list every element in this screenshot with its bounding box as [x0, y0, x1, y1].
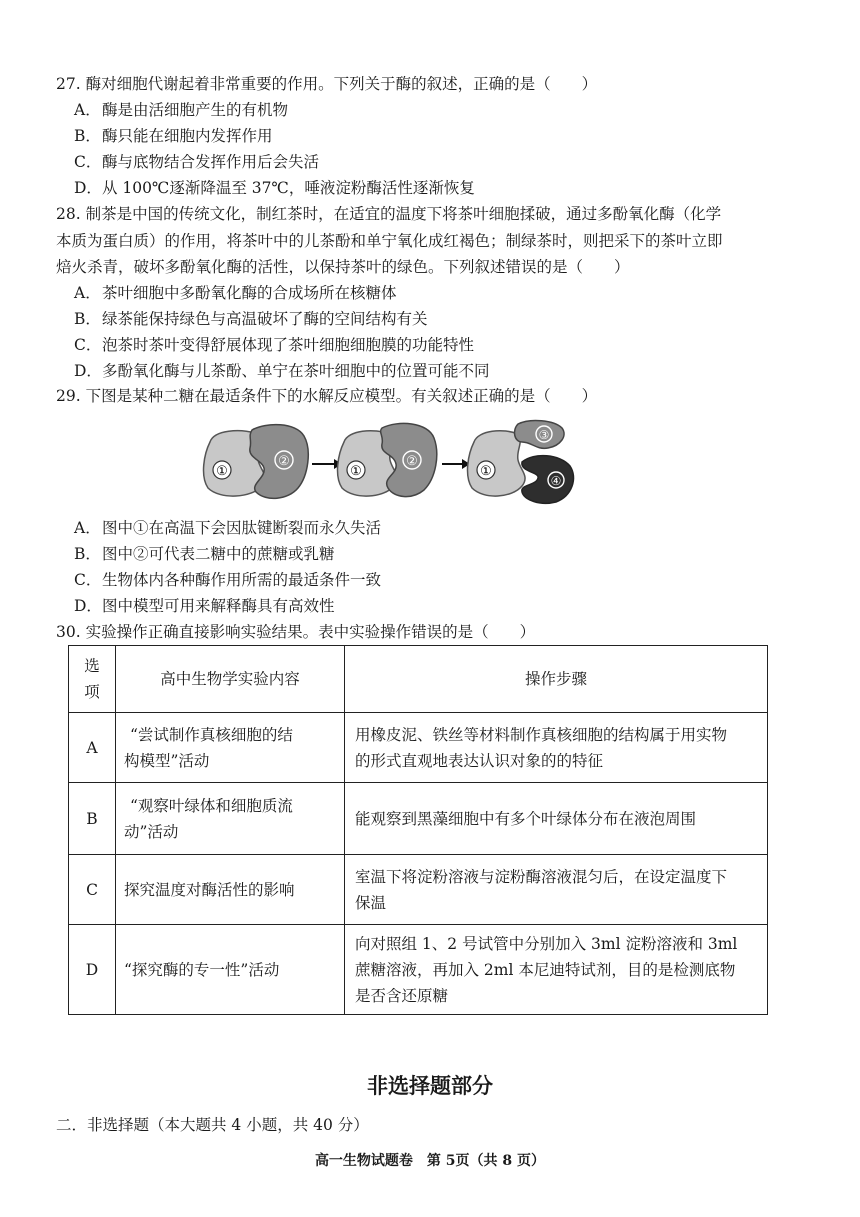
diagram-label-1a: ① — [216, 464, 228, 479]
option-letter: A． — [74, 519, 101, 537]
q28-stem-line2: 本质为蛋白质）的作用，将茶叶中的儿茶酚和单宁氧化成红褐色；制绿茶时，则把采下的茶叶立即 — [56, 232, 723, 250]
diagram-label-3: ③ — [538, 428, 550, 442]
option-letter: D． — [74, 179, 102, 197]
q27-option-a[interactable] — [74, 97, 288, 123]
option-letter: B． — [74, 310, 101, 328]
row-step-line2: 保温 — [355, 893, 387, 912]
header-option — [69, 646, 116, 713]
header-option-line1: 选 — [84, 657, 100, 675]
option-text: 图中②可代表二糖中的蔗糖或乳糖 — [102, 545, 335, 563]
experiment-table — [68, 645, 768, 1015]
table-row — [69, 925, 768, 1015]
page-footer: 高一生物试题卷 第 5页（共 8 页） — [314, 1153, 546, 1169]
row-content — [116, 783, 345, 855]
option-letter: D． — [74, 362, 102, 380]
row-step-line1: 室温下将淀粉溶液与淀粉酶溶液混匀后，在设定温度下 — [355, 867, 728, 886]
option-letter: C． — [74, 336, 102, 354]
row-content-line1: “尝试制作真核细胞的结 — [130, 725, 293, 744]
row-step-line2: 的形式直观地表达认识对象的的特征 — [355, 751, 604, 770]
row-content-line1: “观察叶绿体和细胞质流 — [130, 796, 293, 815]
row-step-line1: 向对照组 1、2 号试管中分别加入 3ml 淀粉溶液和 3ml — [355, 934, 738, 953]
option-letter: A． — [74, 284, 101, 302]
q28-stem-line3: 焙火杀青，破坏多酚氧化酶的活性，以保持茶叶的绿色。下列叙述错误的是（ ） — [56, 258, 630, 276]
row-content-line2: 动”活动 — [124, 822, 179, 841]
header-option-line2: 项 — [84, 683, 100, 701]
table-row — [69, 713, 768, 783]
row-steps — [345, 855, 768, 925]
row-option: C — [69, 855, 116, 925]
q27-option-b[interactable] — [74, 123, 273, 149]
option-text: 图中模型可用来解释酶具有高效性 — [102, 597, 335, 615]
table-row — [69, 855, 768, 925]
option-text: 图中①在高温下会因肽键断裂而永久失活 — [102, 519, 382, 537]
q29-stem: 29. 下图是某种二糖在最适条件下的水解反应模型。有关叙述正确的是（ ） — [56, 387, 598, 405]
q28-option-c[interactable] — [74, 332, 474, 358]
option-text: 生物体内各种酶作用所需的最适条件一致 — [102, 571, 382, 589]
diagram-label-1b: ① — [350, 464, 362, 479]
row-steps: 能观察到黑藻细胞中有多个叶绿体分布在液泡周围 — [345, 783, 768, 855]
table-row — [69, 783, 768, 855]
option-text: 绿茶能保持绿色与高温破坏了酶的空间结构有关 — [102, 310, 428, 328]
row-content: 探究温度对酶活性的影响 — [116, 855, 345, 925]
header-steps: 操作步骤 — [345, 646, 768, 713]
section-title: 非选择题部分 — [367, 1074, 493, 1098]
option-letter: D． — [74, 597, 102, 615]
diagram-label-2a: ② — [278, 454, 290, 469]
diagram-label-1c: ① — [480, 464, 492, 479]
option-text: 多酚氧化酶与儿茶酚、单宁在茶叶细胞中的位置可能不同 — [102, 362, 490, 380]
arrow-2 — [442, 459, 470, 469]
option-letter: A． — [74, 101, 101, 119]
section-subtitle: 二．非选择题（本大题共 4 小题，共 40 分） — [56, 1116, 369, 1134]
option-text: 从 100℃逐渐降温至 37℃，唾液淀粉酶活性逐渐恢复 — [102, 179, 475, 197]
enzyme-hydrolysis-diagram — [200, 418, 580, 512]
option-text: 酶只能在细胞内发挥作用 — [102, 127, 273, 145]
header-content: 高中生物学实验内容 — [116, 646, 345, 713]
q28-option-b[interactable] — [74, 306, 428, 332]
option-letter: B． — [74, 127, 101, 145]
option-text: 酶是由活细胞产生的有机物 — [102, 101, 289, 119]
q28-stem-line1: 28. 制茶是中国的传统文化，制红茶时，在适宜的温度下将茶叶细胞揉破，通过多酚氧化酶（化学 — [56, 205, 722, 223]
q29-option-b[interactable] — [74, 541, 335, 567]
row-content: “探究酶的专一性”活动 — [116, 925, 345, 1015]
row-option: B — [69, 783, 116, 855]
q28-option-d[interactable] — [74, 358, 490, 384]
q30-stem: 30. 实验操作正确直接影响实验结果。表中实验操作错误的是（ ） — [56, 623, 536, 641]
option-text: 酶与底物结合发挥作用后会失活 — [102, 153, 320, 171]
row-steps — [345, 713, 768, 783]
row-content — [116, 713, 345, 783]
option-letter: C． — [74, 571, 102, 589]
row-step-line1: 用橡皮泥、铁丝等材料制作真核细胞的结构属于用实物 — [355, 725, 728, 744]
q27-stem: 27. 酶对细胞代谢起着非常重要的作用。下列关于酶的叙述，正确的是（ ） — [56, 75, 598, 93]
diagram-label-4: ④ — [550, 474, 562, 488]
option-letter: B． — [74, 545, 101, 563]
row-option: A — [69, 713, 116, 783]
q29-option-d[interactable] — [74, 593, 335, 619]
option-text: 茶叶细胞中多酚氧化酶的合成场所在核糖体 — [102, 284, 397, 302]
q29-option-c[interactable] — [74, 567, 381, 593]
row-step-line3: 是否含还原糖 — [355, 986, 449, 1005]
table-header-row — [69, 646, 768, 713]
q29-option-a[interactable] — [74, 515, 381, 541]
row-content-line2: 构模型”活动 — [124, 751, 210, 770]
q28-option-a[interactable] — [74, 280, 397, 306]
row-steps — [345, 925, 768, 1015]
option-letter: C． — [74, 153, 102, 171]
diagram-label-2b: ② — [406, 454, 418, 469]
row-option: D — [69, 925, 116, 1015]
q27-option-d[interactable] — [74, 175, 475, 201]
q27-option-c[interactable] — [74, 149, 319, 175]
row-step-line2: 蔗糖溶液，再加入 2ml 本尼迪特试剂，目的是检测底物 — [355, 960, 736, 979]
option-text: 泡茶时茶叶变得舒展体现了茶叶细胞细胞膜的功能特性 — [102, 336, 475, 354]
